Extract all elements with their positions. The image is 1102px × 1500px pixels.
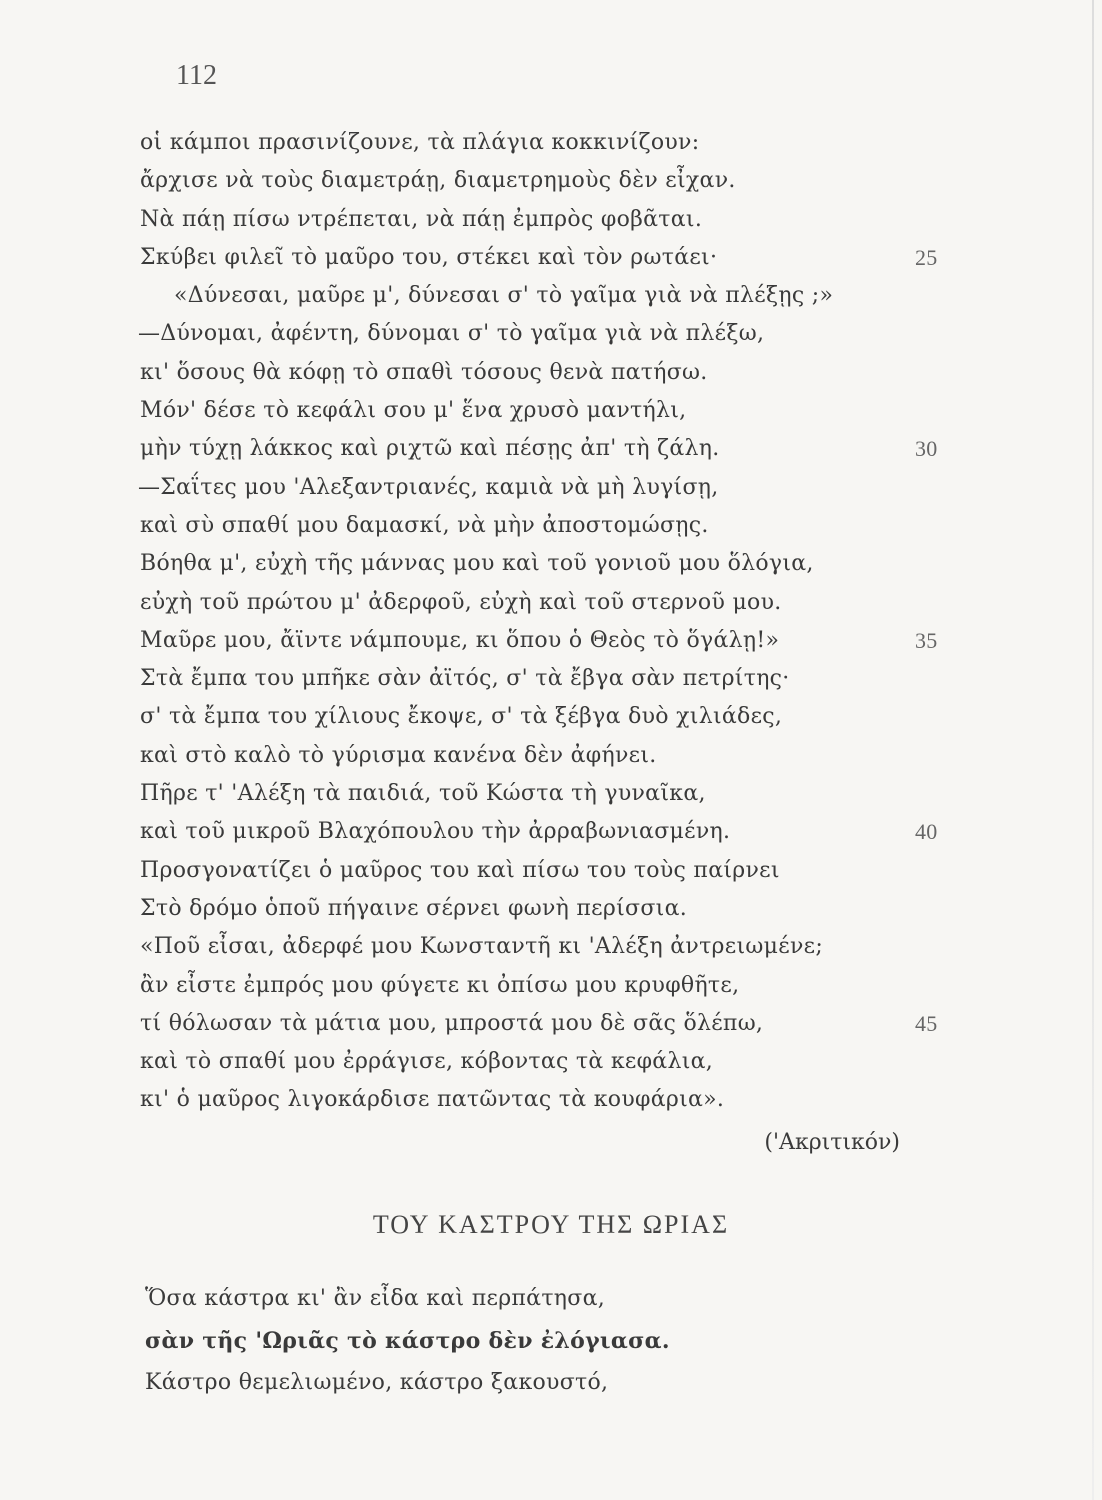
poem-line (140, 430, 970, 468)
poem-line (140, 239, 970, 277)
poem-line (140, 852, 970, 890)
poem-line (140, 507, 970, 545)
line-text: Σκύβει φιλεῖ τὸ μαῦρο του, στέκει καὶ τὸν ρωτάει· (140, 244, 718, 270)
poem-line (140, 277, 970, 315)
poem-line (140, 584, 970, 622)
poem-line (140, 1043, 970, 1081)
poem-line (140, 162, 970, 200)
poem-line (145, 1278, 945, 1320)
poem-line (140, 469, 970, 507)
poem-line (140, 622, 970, 660)
line-number: 35 (915, 627, 938, 653)
line-text: κι' ὁ μαῦρος λιγοκάρδισε πατῶντας τὰ κουφάρια». (140, 1087, 725, 1113)
line-text: Προσγονατίζει ὁ μαῦρος του καὶ πίσω του τοὺς παίρνει (140, 857, 780, 883)
line-text: Πῆρε τ' 'Αλέξη τὰ παιδιά, τοῦ Κώστα τὴ γυναῖκα, (140, 781, 706, 807)
line-text: Κάστρο θεμελιωμένο, κάστρο ξακουστό, (145, 1370, 609, 1395)
poem-line (140, 775, 970, 813)
line-number: 30 (915, 436, 938, 462)
line-text: «Δύνεσαι, μαῦρε μ', δύνεσαι σ' τὸ γαῖμα γιὰ νὰ πλέξῃς ;» (174, 283, 834, 309)
line-text: τί θόλωσαν τὰ μάτια μου, μπροστά μου δὲ σᾶς ὅλέπω, (140, 1010, 764, 1036)
poem-line (140, 1005, 970, 1043)
line-text: εὐχὴ τοῦ πρώτου μ' ἀδερφοῦ, εὐχὴ καὶ τοῦ στερνοῦ μου. (140, 589, 782, 615)
poem-line (140, 967, 970, 1005)
poem-line (140, 928, 970, 966)
line-text: οἱ κάμποι πρασινίζουνε, τὰ πλάγια κοκκινίζουν: (140, 130, 700, 155)
line-text: σ' τὰ ἔμπα του χίλιους ἔκοψε, σ' τὰ ξέβγα δυὸ χιλιάδες, (140, 704, 783, 730)
line-text: ἂν εἶστε ἐμπρός μου φύγετε κι ὀπίσω μου κρυφθῆτε, (140, 972, 740, 998)
poem-line (140, 737, 970, 775)
line-text: Στὰ ἔμπα του μπῆκε σὰν ἀϊτός, σ' τὰ ἔβγα σὰν πετρίτης· (140, 666, 790, 692)
line-text: καὶ τοῦ μικροῦ Βλαχόπουλου τὴν ἀρραβωνιασμένη. (140, 819, 731, 845)
line-number: 40 (915, 819, 938, 845)
poem-line (140, 545, 970, 583)
line-text: Νὰ πάῃ πίσω ντρέπεται, νὰ πάῃ ἐμπρὸς φοβᾶται. (140, 206, 703, 232)
line-text: καὶ σὺ σπαθί μου δαμασκί, νὰ μὴν ἀποστομώσῃς. (140, 512, 709, 538)
poem-line (140, 813, 970, 851)
line-number: 45 (915, 1010, 938, 1036)
poem-line (140, 890, 970, 928)
line-number: 25 (915, 244, 938, 270)
line-text: Μαῦρε μου, ἄϊντε νάμπουμε, κι ὅπου ὁ Θεὸς τὸ ὅγάλῃ!» (140, 627, 780, 653)
line-text: Ὅσα κάστρα κι' ἂν εἶδα καὶ περπάτησα, (145, 1286, 606, 1311)
line-text: καὶ τὸ σπαθί μου ἐρράγισε, κόβοντας τὰ κεφάλια, (140, 1049, 714, 1075)
line-text: —Δύνομαι, ἀφέντη, δύνομαι σ' τὸ γαῖμα γιὰ νὰ πλέξω, (138, 321, 765, 347)
page-number: 112 (176, 60, 217, 91)
poem-body (140, 124, 970, 1120)
second-poem-body (145, 1278, 945, 1404)
line-text: μὴν τύχῃ λάκκος καὶ ριχτῶ καὶ πέσῃς ἀπ' τὴ ζάλη. (140, 436, 720, 462)
line-text: «Ποῦ εἶσαι, ἀδερφέ μου Κωνσταντῆ κι 'Αλέξη ἀντρειωμένε; (140, 934, 824, 960)
line-text: —Σαΐτες μου 'Αλεξαντριανές, καμιὰ νὰ μὴ λυγίσῃ, (138, 474, 719, 500)
line-text: Στὸ δρόμο ὁποῦ πήγαινε σέρνει φωνὴ περίσσια. (140, 895, 688, 921)
poem-line (140, 698, 970, 736)
poem-line (140, 354, 970, 392)
poem-line (140, 315, 970, 353)
poem-line (140, 124, 970, 162)
line-text: σὰν τῆς 'Ωριᾶς τὸ κάστρο δὲν ἐλόγιασα. (145, 1328, 670, 1354)
poem-attribution: ('Ακριτικόν) (764, 1130, 900, 1155)
line-text: καὶ στὸ καλὸ τὸ γύρισμα κανένα δὲν ἀφήνει. (140, 742, 657, 768)
poem-line (140, 392, 970, 430)
line-text: ἄρχισε νὰ τοὺς διαμετράῃ, διαμετρημοὺς δὲν εἶχαν. (140, 168, 736, 194)
poem-line (140, 201, 970, 239)
line-text: κι' ὅσους θὰ κόφῃ τὸ σπαθὶ τόσους θενὰ πατήσω. (140, 359, 708, 385)
line-text: Βόηθα μ', εὐχὴ τῆς μάννας μου καὶ τοῦ γονιοῦ μου ὅλόγια, (140, 551, 814, 577)
page-edge-shadow (1092, 0, 1094, 1500)
line-text: Μόν' δέσε τὸ κεφάλι σου μ' ἕνα χρυσὸ μαντήλι, (140, 398, 687, 424)
section-title: ΤΟΥ ΚΑΣΤΡΟΥ ΤΗΣ ΩΡΙΑΣ (372, 1210, 730, 1239)
poem-line (140, 1081, 970, 1119)
poem-line (145, 1362, 945, 1404)
poem-line (140, 660, 970, 698)
poem-line (145, 1320, 945, 1362)
